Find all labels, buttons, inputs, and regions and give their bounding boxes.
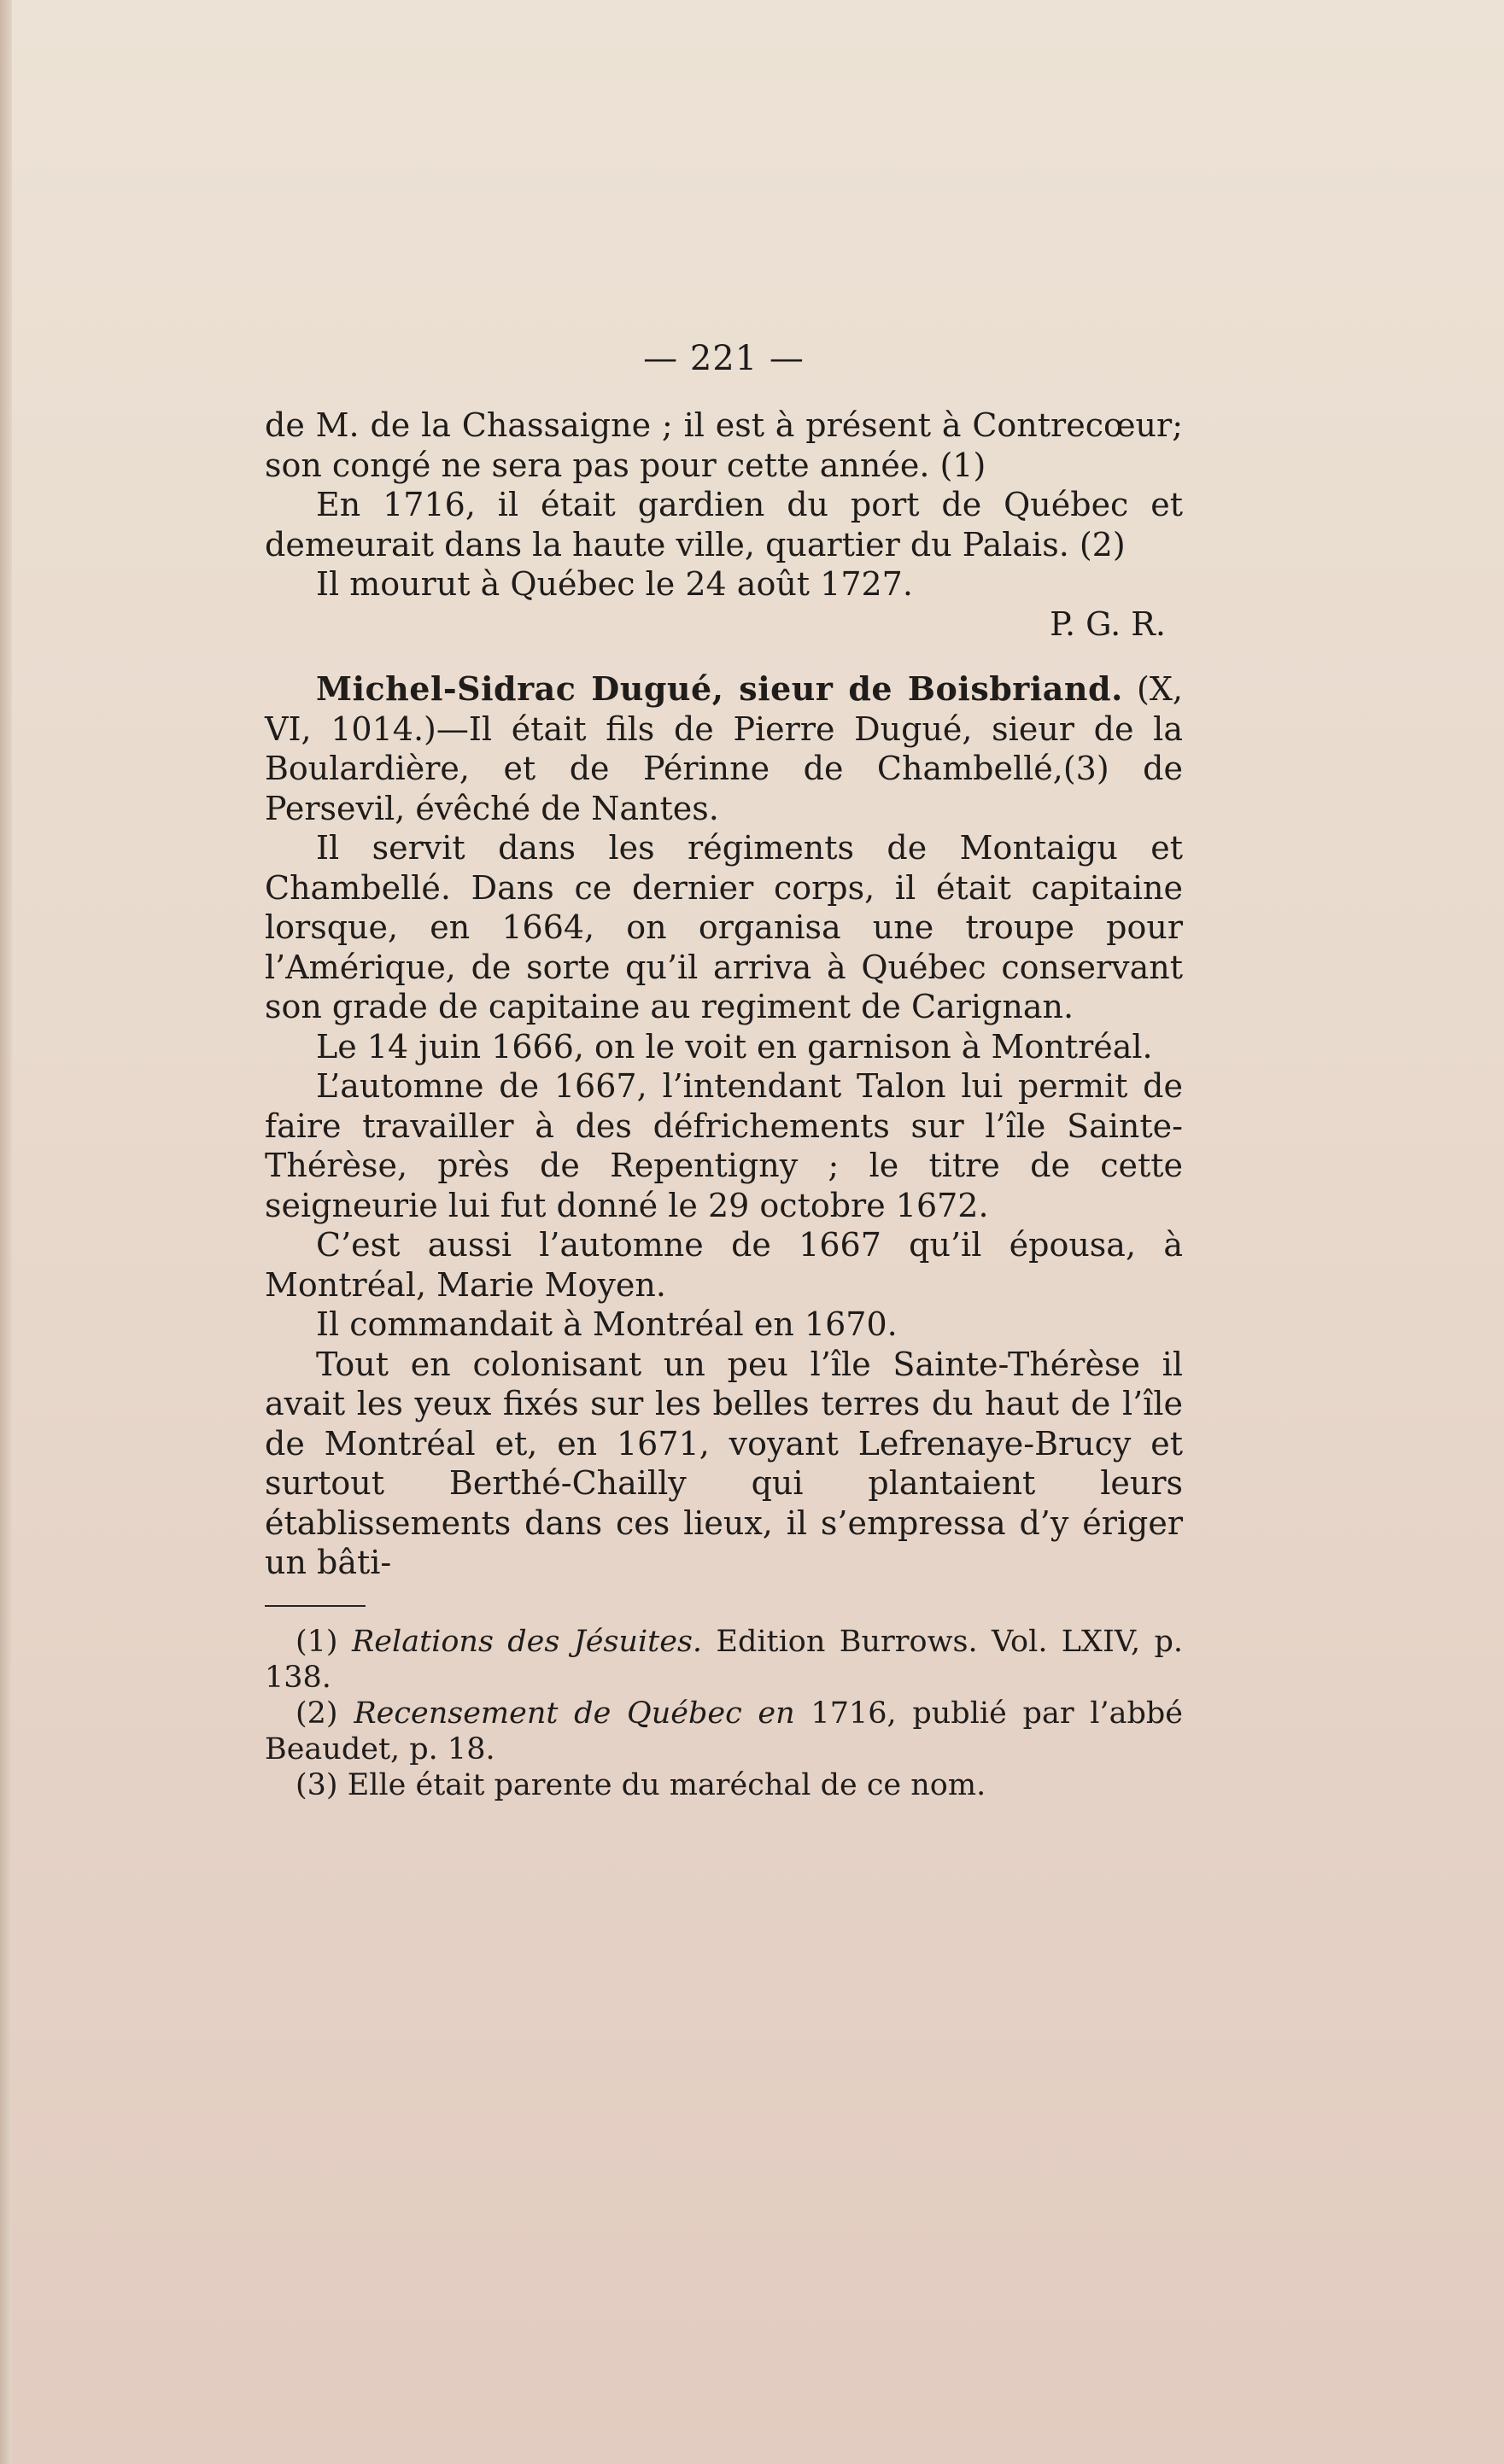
author-signature: P. G. R. bbox=[1050, 604, 1166, 643]
paragraph-continuation: de M. de la Chassaigne ; il est à présent à Contrecœur; son congé ne sera pas pour cette année. (1) bbox=[265, 406, 1183, 484]
footnote-marker: (2) bbox=[296, 1696, 338, 1731]
entry-heading: Michel-Sidrac Dugué, sieur de Boisbriand. bbox=[316, 669, 1123, 708]
paragraph-marriage: C’est aussi l’automne de 1667 qu’il épousa, à Montréal, Marie Moyen. bbox=[265, 1226, 1183, 1304]
main-text bbox=[265, 406, 1183, 1583]
footnote-1 bbox=[265, 1624, 1183, 1696]
footnote-text: 1716, publié par l’abbé Beaudet, p. 18. bbox=[265, 1696, 1183, 1766]
footnote-title: Relations des Jésuites. bbox=[351, 1624, 703, 1659]
entry-boisbriand bbox=[265, 669, 1183, 828]
paragraph-sainte-therese: L’automne de 1667, l’intendant Talon lui permit de faire travailler à des défrichements sur l’île Sainte-Thérèse, près de Repentigny ; le titre de cette seigneurie lui fut donné le 29 octobre 1672. bbox=[265, 1067, 1183, 1224]
entry-heading-rest: (X, VI, 1014.)—Il était fils de Pierre Dugué, sieur de la Boulardière, et de Périnne de Chambellé,(3) de Persevil, évêché de Nantes. bbox=[265, 670, 1183, 827]
paragraph-port-guardian: En 1716, il était gardien du port de Québec et demeurait dans la haute ville, quartier du Palais. (2) bbox=[265, 486, 1183, 563]
book-page bbox=[265, 337, 1183, 1803]
footnotes bbox=[265, 1624, 1183, 1803]
paragraph-death: Il mourut à Québec le 24 août 1727. bbox=[316, 565, 913, 603]
footnote-text: Elle était parente du maréchal de ce nom. bbox=[347, 1767, 986, 1802]
paragraph-colonizing: Tout en colonisant un peu l’île Sainte-Thérèse il avait les yeux fixés sur les belles terres du haut de l’île de Montréal et, en 1671, voyant Lefrenaye-Brucy et surtout Berthé-Chailly qui plantaient leurs établissements dans ces lieux, il s’empressa d’y ériger un bâti- bbox=[265, 1345, 1183, 1581]
footnote-marker: (3) bbox=[296, 1767, 338, 1802]
footnote-text: Edition Burrows. Vol. LXIV, p. 138. bbox=[265, 1624, 1183, 1695]
footnote-title: Recensement de Québec en bbox=[354, 1696, 795, 1731]
paragraph-garrison: Le 14 juin 1666, on le voit en garnison à Montréal. bbox=[316, 1027, 1153, 1066]
page-edge-shadow bbox=[0, 0, 12, 2464]
footnote-2 bbox=[265, 1696, 1183, 1767]
page-number: — 221 — bbox=[643, 339, 805, 378]
paragraph-command: Il commandait à Montréal en 1670. bbox=[316, 1305, 898, 1343]
paragraph-regiments: Il servit dans les régiments de Montaigu et Chambellé. Dans ce dernier corps, il était capitaine lorsque, en 1664, on organisa une troupe pour l’Amérique, de sorte qu’il arriva à Québec conservant son grade de capitaine au regiment de Carignan. bbox=[265, 829, 1183, 1025]
footnote-divider bbox=[265, 1605, 366, 1607]
footnote-3 bbox=[265, 1767, 1183, 1803]
footnote-marker: (1) bbox=[296, 1624, 338, 1659]
